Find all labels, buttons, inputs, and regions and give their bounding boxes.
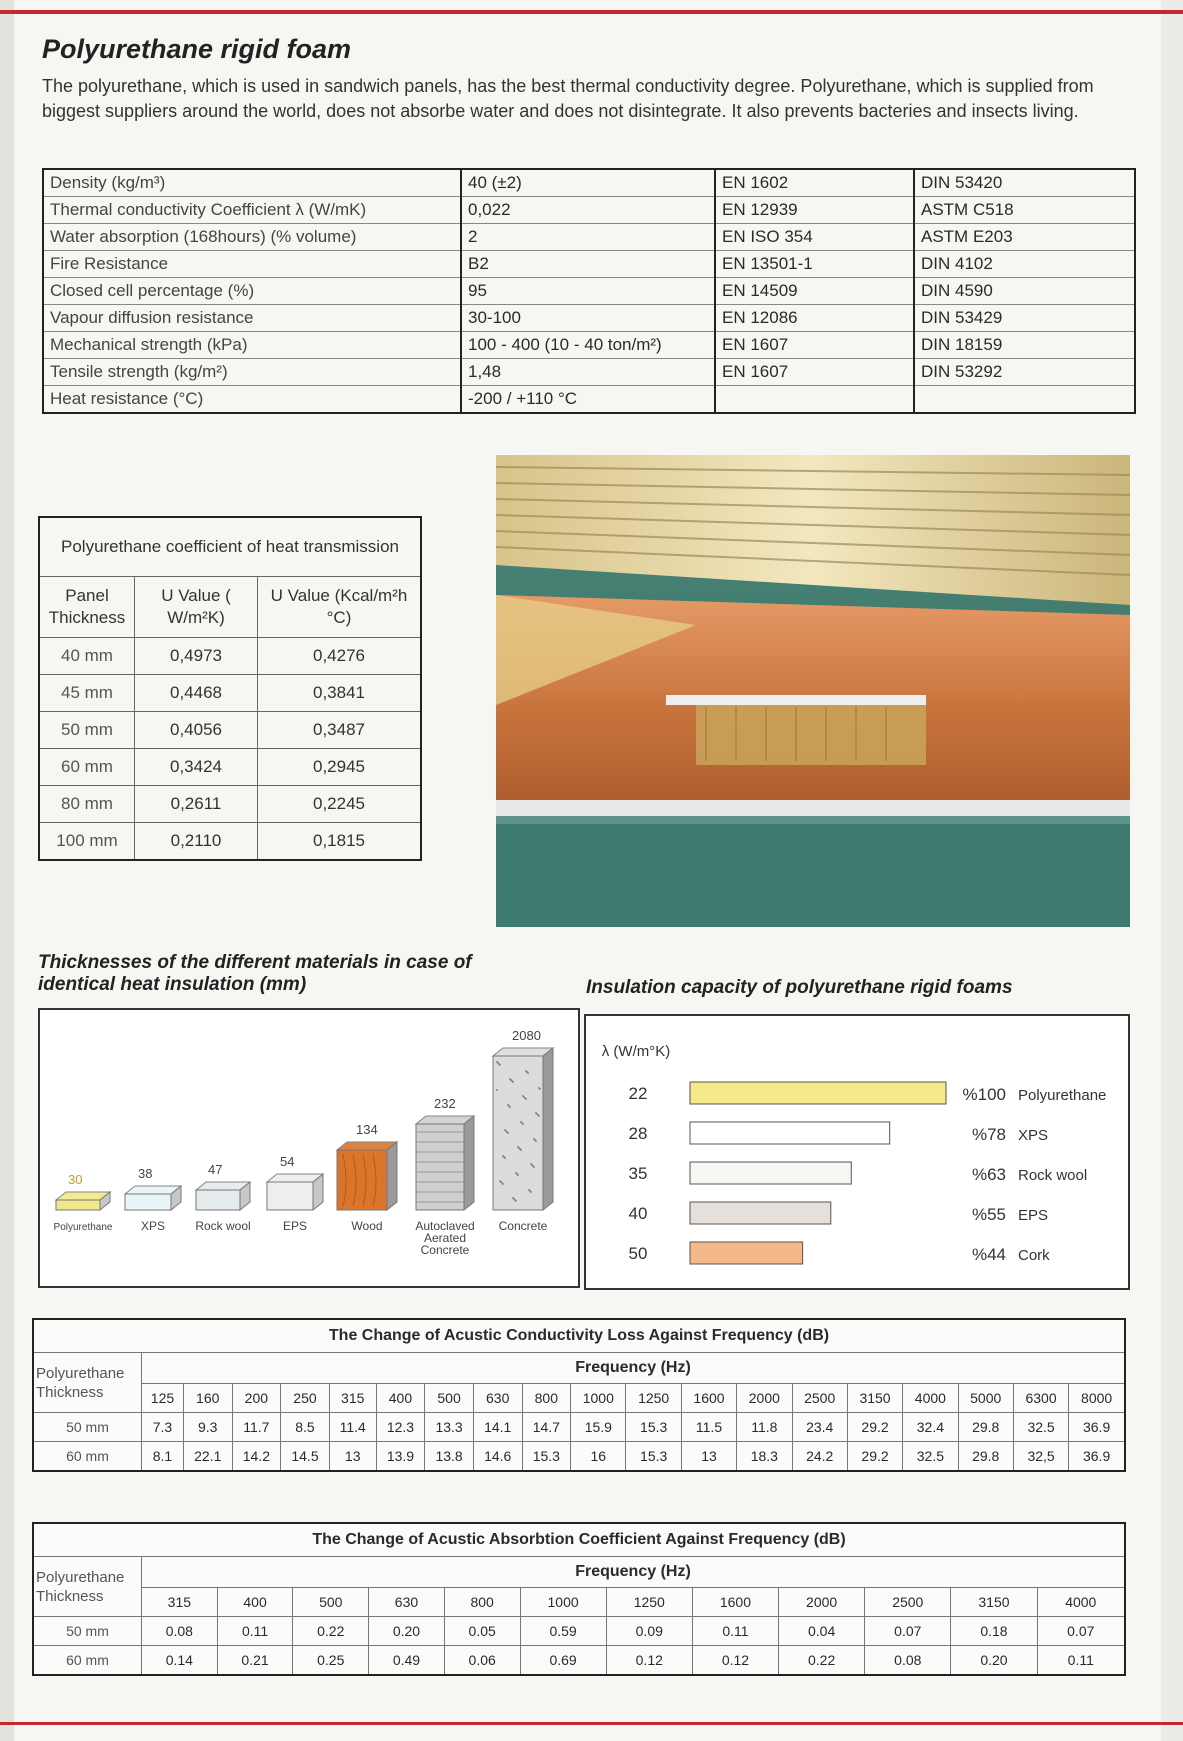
acoustic-value: 15.3 xyxy=(522,1442,571,1472)
acoustic-loss-table xyxy=(32,1318,1126,1472)
property-name: Closed cell percentage (%) xyxy=(43,278,461,305)
frequency-cell: 500 xyxy=(425,1384,474,1413)
bar-category-label: Rock wool xyxy=(1018,1167,1088,1184)
frequency-cell: 1600 xyxy=(681,1384,736,1413)
acoustic-value: 11.8 xyxy=(737,1413,792,1442)
property-standard-en: EN 12086 xyxy=(715,305,914,332)
panel-thickness: 50 mm xyxy=(39,712,135,749)
frequency-cell: 2000 xyxy=(737,1384,792,1413)
insulation-bar xyxy=(690,1122,890,1144)
property-standard-other: DIN 18159 xyxy=(914,332,1135,359)
thickness-heading-line1: Thicknesses of the different materials in case of xyxy=(38,952,472,973)
u-table-title: Polyurethane coefficient of heat transmission xyxy=(39,517,421,577)
bar-percent-label: %44 xyxy=(971,1245,1006,1264)
frequency-cell: 2500 xyxy=(792,1384,847,1413)
frequency-cell: 315 xyxy=(142,1588,218,1617)
lambda-value: 35 xyxy=(628,1164,648,1183)
lambda-value: 28 xyxy=(628,1124,648,1143)
acoustic-value: 0.11 xyxy=(1037,1646,1125,1676)
u-table-row xyxy=(39,712,421,749)
property-row xyxy=(43,278,1135,305)
property-standard-en: EN 13501-1 xyxy=(715,251,914,278)
bottom-accent-bar xyxy=(0,1722,1183,1725)
property-name: Heat resistance (°C) xyxy=(43,386,461,414)
acoustic-value: 14.2 xyxy=(232,1442,281,1472)
acoustic-value: 0.18 xyxy=(951,1617,1037,1646)
acoustic-value: 29.8 xyxy=(958,1442,1013,1472)
acoustic-value: 13 xyxy=(681,1442,736,1472)
row-thickness: 60 mm xyxy=(33,1442,142,1472)
acoustic-value: 29.8 xyxy=(958,1413,1013,1442)
property-row xyxy=(43,251,1135,278)
frequency-cell: 2000 xyxy=(779,1588,865,1617)
material-thickness-value: 47 xyxy=(208,1162,223,1177)
acoustic-value: 14.6 xyxy=(473,1442,522,1472)
acoustic-value: 36.9 xyxy=(1069,1413,1125,1442)
page-edge-right xyxy=(1161,0,1183,1741)
production-line-illustration xyxy=(496,455,1130,927)
insulation-bar xyxy=(690,1242,803,1264)
acoustic-value: 16 xyxy=(571,1442,626,1472)
property-name: Vapour diffusion resistance xyxy=(43,305,461,332)
acoustic-value: 0.59 xyxy=(520,1617,606,1646)
panel-thickness: 100 mm xyxy=(39,823,135,861)
property-value: -200 / +110 °C xyxy=(461,386,715,414)
u-table-row xyxy=(39,823,421,861)
page-title: Polyurethane rigid foam xyxy=(42,34,352,64)
acoustic-value: 24.2 xyxy=(792,1442,847,1472)
acoustic-freq-label-row xyxy=(33,1353,1125,1384)
property-standard-en: EN 14509 xyxy=(715,278,914,305)
property-name: Tensile strength (kg/m²) xyxy=(43,359,461,386)
frequency-cell: 630 xyxy=(473,1384,522,1413)
property-value: B2 xyxy=(461,251,715,278)
intro-paragraph: The polyurethane, which is used in sandwich panels, has the best thermal conductivity degree. Polyurethane, which is supplied from biggest suppliers around the world, does not absorbe water and does not disintegrate. It also prevents bacteries and insects living. xyxy=(42,76,1094,121)
bar-category-label: XPS xyxy=(1018,1127,1049,1144)
acoustic-value: 11.5 xyxy=(681,1413,736,1442)
acoustic-value: 8.5 xyxy=(281,1413,330,1442)
acoustic-value: 0.07 xyxy=(865,1617,951,1646)
acoustic-value: 0.06 xyxy=(444,1646,520,1676)
acoustic-value: 0.69 xyxy=(520,1646,606,1676)
acoustic-value: 0.11 xyxy=(692,1617,778,1646)
lambda-value: 22 xyxy=(628,1084,648,1103)
u-value-kcal: 0,1815 xyxy=(258,823,422,861)
chart-ylabel: λ (W/m°K) xyxy=(601,1043,671,1060)
property-row xyxy=(43,305,1135,332)
property-value: 2 xyxy=(461,224,715,251)
frequency-label: Frequency (Hz) xyxy=(142,1557,1126,1588)
u-table-row xyxy=(39,786,421,823)
property-standard-other: DIN 53292 xyxy=(914,359,1135,386)
acoustic-value: 13.8 xyxy=(425,1442,474,1472)
property-standard-en: EN ISO 354 xyxy=(715,224,914,251)
frequency-cell: 8000 xyxy=(1069,1384,1125,1413)
row-thickness: 60 mm xyxy=(33,1646,142,1676)
property-standard-other xyxy=(914,386,1135,414)
u-table-row xyxy=(39,675,421,712)
acoustic-data-row xyxy=(33,1413,1125,1442)
property-name: Mechanical strength (kPa) xyxy=(43,332,461,359)
u-value-kcal: 0,2945 xyxy=(258,749,422,786)
u-value-kcal: 0,3841 xyxy=(258,675,422,712)
acoustic-value: 32.4 xyxy=(903,1413,958,1442)
property-row xyxy=(43,224,1135,251)
acoustic-value: 14.5 xyxy=(281,1442,330,1472)
frequency-cell: 200 xyxy=(232,1384,281,1413)
material-thickness-value: 30 xyxy=(68,1172,83,1187)
property-standard-en xyxy=(715,386,914,414)
property-value: 95 xyxy=(461,278,715,305)
panel-thickness: 40 mm xyxy=(39,638,135,675)
frequency-cell: 1600 xyxy=(692,1588,778,1617)
properties-table xyxy=(42,168,1136,414)
material-block-6 xyxy=(493,1028,553,1233)
acoustic-value: 15.3 xyxy=(626,1442,681,1472)
acoustic-value: 18.3 xyxy=(737,1442,792,1472)
insulation-capacity-chart xyxy=(584,1014,1130,1290)
frequency-cell: 400 xyxy=(217,1588,293,1617)
acoustic-value: 0.20 xyxy=(951,1646,1037,1676)
material-label: Wood xyxy=(351,1219,383,1233)
bar-percent-label: %78 xyxy=(971,1125,1006,1144)
acoustic-absorption-table xyxy=(32,1522,1126,1676)
property-row xyxy=(43,169,1135,197)
acoustic-value: 15.9 xyxy=(571,1413,626,1442)
bar-percent-label: %100 xyxy=(962,1085,1006,1104)
production-line-photo xyxy=(496,455,1130,927)
u-table-header-kcal: U Value (Kcal/m²h °C) xyxy=(258,577,422,638)
acoustic-value: 12.3 xyxy=(376,1413,425,1442)
frequency-cell: 125 xyxy=(142,1384,184,1413)
insulation-bar xyxy=(690,1202,831,1224)
panel-thickness: 80 mm xyxy=(39,786,135,823)
frequency-cell: 2500 xyxy=(865,1588,951,1617)
acoustic-value: 13.3 xyxy=(425,1413,474,1442)
acoustic-data-row xyxy=(33,1442,1125,1472)
property-standard-other: DIN 4102 xyxy=(914,251,1135,278)
acoustic-value: 0.12 xyxy=(606,1646,692,1676)
u-value-table xyxy=(38,516,422,861)
bar-percent-label: %63 xyxy=(971,1165,1006,1184)
property-standard-en: EN 1607 xyxy=(715,332,914,359)
acoustic-data-row xyxy=(33,1617,1125,1646)
acoustic-table-title: The Change of Acustic Conductivity Loss Against Frequency (dB) xyxy=(33,1319,1125,1353)
property-standard-other: DIN 4590 xyxy=(914,278,1135,305)
acoustic-freq-label-row xyxy=(33,1557,1125,1588)
acoustic-value: 11.4 xyxy=(329,1413,376,1442)
property-value: 30-100 xyxy=(461,305,715,332)
panel-thickness: 60 mm xyxy=(39,749,135,786)
property-standard-other: DIN 53429 xyxy=(914,305,1135,332)
acoustic-value: 0.09 xyxy=(606,1617,692,1646)
acoustic-value: 0.49 xyxy=(369,1646,445,1676)
thickness-comparison-figure xyxy=(38,1008,580,1288)
material-block-4 xyxy=(337,1122,397,1233)
material-block-5 xyxy=(415,1096,474,1257)
property-row xyxy=(43,359,1135,386)
material-label: XPS xyxy=(140,1219,166,1233)
acoustic-value: 14.7 xyxy=(522,1413,571,1442)
frequency-cell: 4000 xyxy=(903,1384,958,1413)
insulation-bar xyxy=(690,1162,851,1184)
u-value-kcal: 0,4276 xyxy=(258,638,422,675)
material-label: Concrete xyxy=(498,1219,548,1233)
panel-thickness: 45 mm xyxy=(39,675,135,712)
u-table-row xyxy=(39,638,421,675)
u-value-wm2k: 0,3424 xyxy=(135,749,258,786)
material-block-3 xyxy=(267,1154,323,1233)
acoustic-value: 0.20 xyxy=(369,1617,445,1646)
material-label: Autoclaved xyxy=(415,1219,475,1233)
frequency-cell: 250 xyxy=(281,1384,330,1413)
acoustic-value: 7.3 xyxy=(142,1413,184,1442)
acoustic-value: 15.3 xyxy=(626,1413,681,1442)
material-block-0 xyxy=(54,1172,113,1233)
frequency-cell: 315 xyxy=(329,1384,376,1413)
thickness-heading-line2: identical heat insulation (mm) xyxy=(38,974,307,995)
material-label: Rock wool xyxy=(195,1219,251,1233)
frequency-cell: 3150 xyxy=(951,1588,1037,1617)
top-accent-bar xyxy=(0,10,1183,14)
acoustic-value: 32.5 xyxy=(903,1442,958,1472)
acoustic-data-row xyxy=(33,1646,1125,1676)
frequency-header-row xyxy=(33,1384,1125,1413)
insulation-bar xyxy=(690,1082,946,1104)
u-value-kcal: 0,3487 xyxy=(258,712,422,749)
material-thickness-value: 134 xyxy=(356,1122,378,1137)
frequency-header-row xyxy=(33,1588,1125,1617)
material-label: EPS xyxy=(282,1219,308,1233)
u-value-kcal: 0,2245 xyxy=(258,786,422,823)
property-name: Water absorption (168hours) (% volume) xyxy=(43,224,461,251)
property-standard-other: ASTM C518 xyxy=(914,197,1135,224)
acoustic-value: 0.11 xyxy=(217,1617,293,1646)
u-value-wm2k: 0,4056 xyxy=(135,712,258,749)
frequency-cell: 5000 xyxy=(958,1384,1013,1413)
acoustic-value: 32.5 xyxy=(1013,1413,1068,1442)
material-block-2 xyxy=(195,1162,250,1233)
frequency-cell: 1250 xyxy=(606,1588,692,1617)
acoustic-value: 32,5 xyxy=(1013,1442,1068,1472)
u-table-header-wm2k: U Value ( W/m²K) xyxy=(135,577,258,638)
u-value-wm2k: 0,4468 xyxy=(135,675,258,712)
page-edge-left xyxy=(0,0,14,1741)
acoustic-value: 0.21 xyxy=(217,1646,293,1676)
u-value-wm2k: 0,4973 xyxy=(135,638,258,675)
frequency-cell: 3150 xyxy=(847,1384,902,1413)
material-label: Aerated xyxy=(423,1231,467,1245)
frequency-cell: 800 xyxy=(522,1384,571,1413)
property-standard-en: EN 1602 xyxy=(715,169,914,197)
acoustic-value: 0.05 xyxy=(444,1617,520,1646)
frequency-cell: 1000 xyxy=(571,1384,626,1413)
bar-category-label: EPS xyxy=(1018,1207,1049,1224)
frequency-cell: 4000 xyxy=(1037,1588,1125,1617)
insulation-bars-svg xyxy=(586,1016,1128,1288)
material-thickness-value: 54 xyxy=(280,1154,295,1169)
property-value: 0,022 xyxy=(461,197,715,224)
acoustic-title-row xyxy=(33,1523,1125,1557)
acoustic-value: 13.9 xyxy=(376,1442,425,1472)
row-thickness: 50 mm xyxy=(33,1413,142,1442)
property-standard-other: DIN 53420 xyxy=(914,169,1135,197)
bar-category-label: Polyurethane xyxy=(1018,1087,1107,1104)
property-name: Fire Resistance xyxy=(43,251,461,278)
lambda-value: 40 xyxy=(628,1204,648,1223)
acoustic-value: 0.07 xyxy=(1037,1617,1125,1646)
material-thickness-value: 232 xyxy=(434,1096,456,1111)
frequency-cell: 1250 xyxy=(626,1384,681,1413)
lambda-value: 50 xyxy=(628,1244,648,1263)
bar-percent-label: %55 xyxy=(971,1205,1006,1224)
acoustic-value: 14.1 xyxy=(473,1413,522,1442)
property-name: Thermal conductivity Coefficient λ (W/mK) xyxy=(43,197,461,224)
material-block-1 xyxy=(125,1166,181,1233)
acoustic-value: 11.7 xyxy=(232,1413,281,1442)
acoustic-value: 0.14 xyxy=(142,1646,218,1676)
material-thickness-value: 38 xyxy=(138,1166,153,1181)
row-thickness: 50 mm xyxy=(33,1617,142,1646)
acoustic-value: 0.08 xyxy=(865,1646,951,1676)
frequency-cell: 400 xyxy=(376,1384,425,1413)
property-standard-en: EN 1607 xyxy=(715,359,914,386)
frequency-cell: 160 xyxy=(183,1384,232,1413)
acoustic-value: 29.2 xyxy=(847,1442,902,1472)
frequency-cell: 630 xyxy=(369,1588,445,1617)
u-table-row xyxy=(39,749,421,786)
u-value-wm2k: 0,2110 xyxy=(135,823,258,861)
acoustic-value: 8.1 xyxy=(142,1442,184,1472)
property-name: Density (kg/m³) xyxy=(43,169,461,197)
u-value-wm2k: 0,2611 xyxy=(135,786,258,823)
property-value: 40 (±2) xyxy=(461,169,715,197)
acoustic-value: 29.2 xyxy=(847,1413,902,1442)
property-row xyxy=(43,197,1135,224)
thickness-row-label: Polyurethane Thickness xyxy=(36,1568,125,1605)
acoustic-value: 23.4 xyxy=(792,1413,847,1442)
acoustic-value: 0.25 xyxy=(293,1646,369,1676)
material-thickness-value: 2080 xyxy=(512,1028,541,1043)
property-row xyxy=(43,332,1135,359)
property-standard-en: EN 12939 xyxy=(715,197,914,224)
u-table-header-thickness: Panel Thickness xyxy=(39,577,135,638)
frequency-cell: 500 xyxy=(293,1588,369,1617)
acoustic-table-title: The Change of Acustic Absorbtion Coefficient Against Frequency (dB) xyxy=(33,1523,1125,1557)
acoustic-value: 0.22 xyxy=(779,1646,865,1676)
frequency-cell: 6300 xyxy=(1013,1384,1068,1413)
property-value: 100 - 400 (10 - 40 ton/m²) xyxy=(461,332,715,359)
thickness-blocks-svg xyxy=(40,1010,578,1286)
acoustic-value: 0.12 xyxy=(692,1646,778,1676)
acoustic-value: 13 xyxy=(329,1442,376,1472)
acoustic-title-row xyxy=(33,1319,1125,1353)
material-label: Polyurethane xyxy=(53,1222,113,1233)
acoustic-value: 36.9 xyxy=(1069,1442,1125,1472)
acoustic-value: 0.04 xyxy=(779,1617,865,1646)
frequency-cell: 1000 xyxy=(520,1588,606,1617)
acoustic-value: 22.1 xyxy=(183,1442,232,1472)
thickness-row-label: Polyurethane Thickness xyxy=(36,1364,125,1401)
property-standard-other: ASTM E203 xyxy=(914,224,1135,251)
bar-category-label: Cork xyxy=(1018,1247,1050,1264)
frequency-label: Frequency (Hz) xyxy=(142,1353,1126,1384)
acoustic-value: 0.08 xyxy=(142,1617,218,1646)
frequency-cell: 800 xyxy=(444,1588,520,1617)
property-row xyxy=(43,386,1135,414)
acoustic-value: 9.3 xyxy=(183,1413,232,1442)
insulation-chart-title: Insulation capacity of polyurethane rigid foams xyxy=(586,977,1013,998)
property-value: 1,48 xyxy=(461,359,715,386)
acoustic-value: 0.22 xyxy=(293,1617,369,1646)
material-label: Concrete xyxy=(420,1243,470,1257)
